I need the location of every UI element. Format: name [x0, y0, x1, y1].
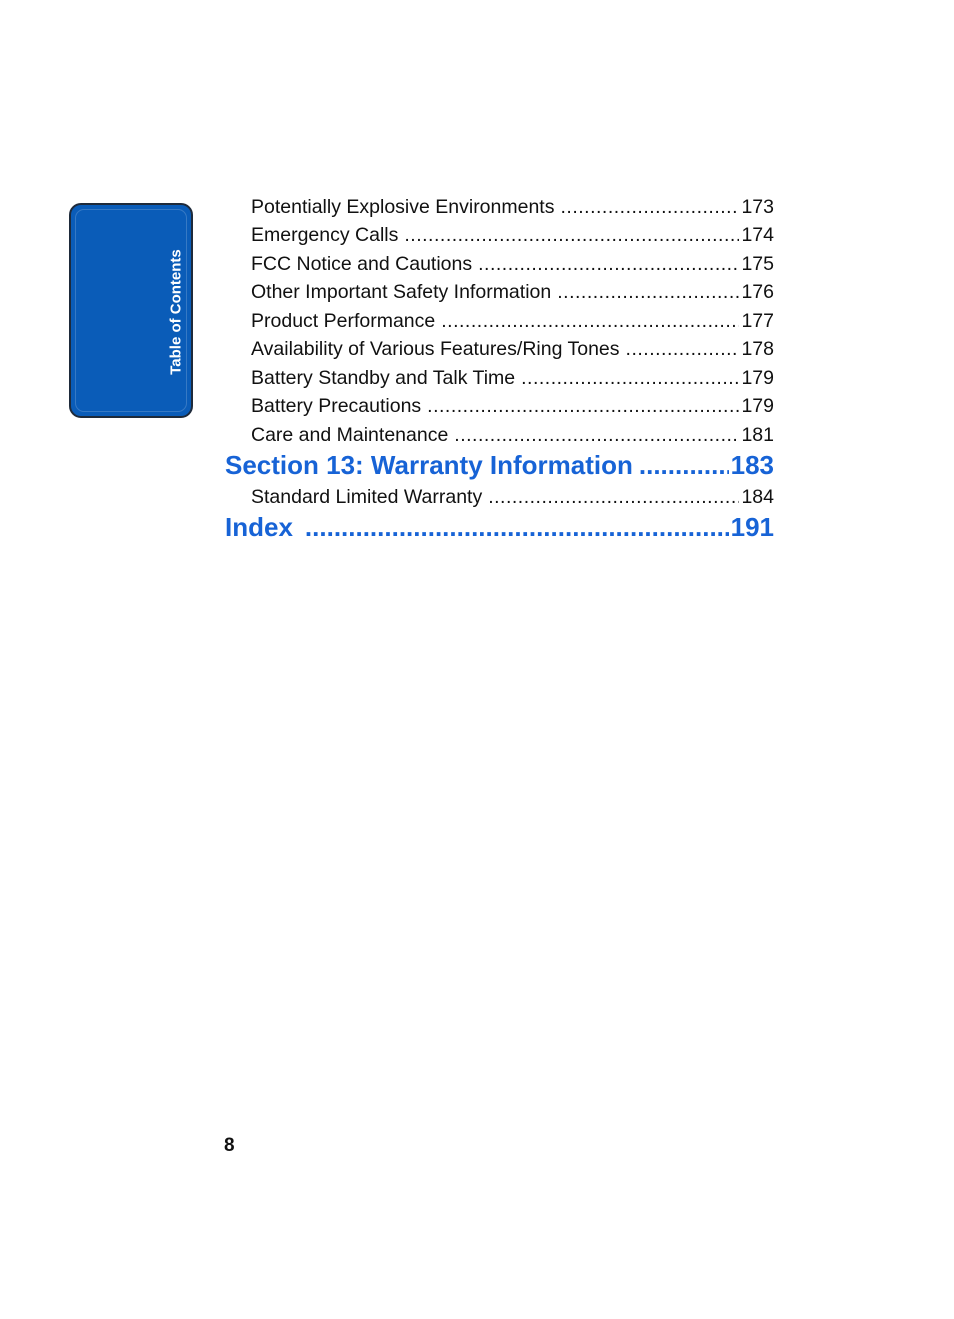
- toc-section-label: Section 13: Warranty Information: [225, 450, 633, 480]
- dot-leader: [560, 196, 739, 219]
- toc-entry-label: Emergency Calls: [251, 224, 399, 246]
- dot-leader: [639, 450, 729, 481]
- dot-leader: [427, 395, 739, 418]
- toc-entry-label: Care and Maintenance: [251, 424, 449, 446]
- dot-leader: [305, 512, 729, 543]
- toc-entry-label: Battery Precautions: [251, 395, 422, 417]
- toc-entry-label: Product Performance: [251, 310, 436, 332]
- toc-entry-page: 173: [741, 196, 774, 218]
- toc-entry-page: 176: [741, 281, 774, 303]
- toc-entry-page: 174: [741, 224, 774, 246]
- toc-entry-page: 175: [741, 253, 774, 275]
- toc-section-page: 191: [730, 512, 774, 542]
- side-tab-label: Table of Contents: [167, 249, 185, 375]
- dot-leader: [557, 281, 739, 304]
- toc-entry[interactable]: [251, 224, 774, 247]
- toc-entry-label: Battery Standby and Talk Time: [251, 367, 516, 389]
- toc-entry[interactable]: [251, 310, 774, 333]
- page-number: 8: [224, 1135, 235, 1156]
- dot-leader: [404, 224, 739, 247]
- toc-entry-page: 177: [741, 310, 774, 332]
- toc-entry-page: 178: [741, 338, 774, 360]
- dot-leader: [488, 486, 739, 509]
- toc-entry-page: 179: [741, 395, 774, 417]
- dot-leader: [454, 424, 739, 447]
- toc-entry[interactable]: [251, 196, 774, 219]
- toc-entry[interactable]: [251, 253, 774, 276]
- toc-entry-page: 181: [741, 424, 774, 446]
- toc-entry-label: Other Important Safety Information: [251, 281, 552, 303]
- toc-entry[interactable]: [251, 367, 774, 390]
- toc-index[interactable]: [225, 512, 774, 543]
- toc-entry-label: FCC Notice and Cautions: [251, 253, 473, 275]
- toc-entry[interactable]: [251, 281, 774, 304]
- dot-leader: [626, 338, 740, 361]
- toc-section-label: Index: [225, 512, 293, 542]
- toc-entry-label: Standard Limited Warranty: [251, 486, 483, 508]
- dot-leader: [441, 310, 739, 333]
- toc-section-13[interactable]: [225, 450, 774, 481]
- toc-entry-label: Availability of Various Features/Ring Tones: [251, 338, 620, 360]
- toc-entry[interactable]: [251, 395, 774, 418]
- toc-entry-page: 179: [741, 367, 774, 389]
- toc-section-page: 183: [730, 450, 774, 480]
- toc-entry[interactable]: [251, 338, 774, 361]
- toc-entry-page: 184: [741, 486, 774, 508]
- dot-leader: [521, 367, 739, 390]
- toc-entry[interactable]: [251, 486, 774, 509]
- toc-entry-label: Potentially Explosive Environments: [251, 196, 555, 218]
- dot-leader: [478, 253, 739, 276]
- toc-entry[interactable]: [251, 424, 774, 447]
